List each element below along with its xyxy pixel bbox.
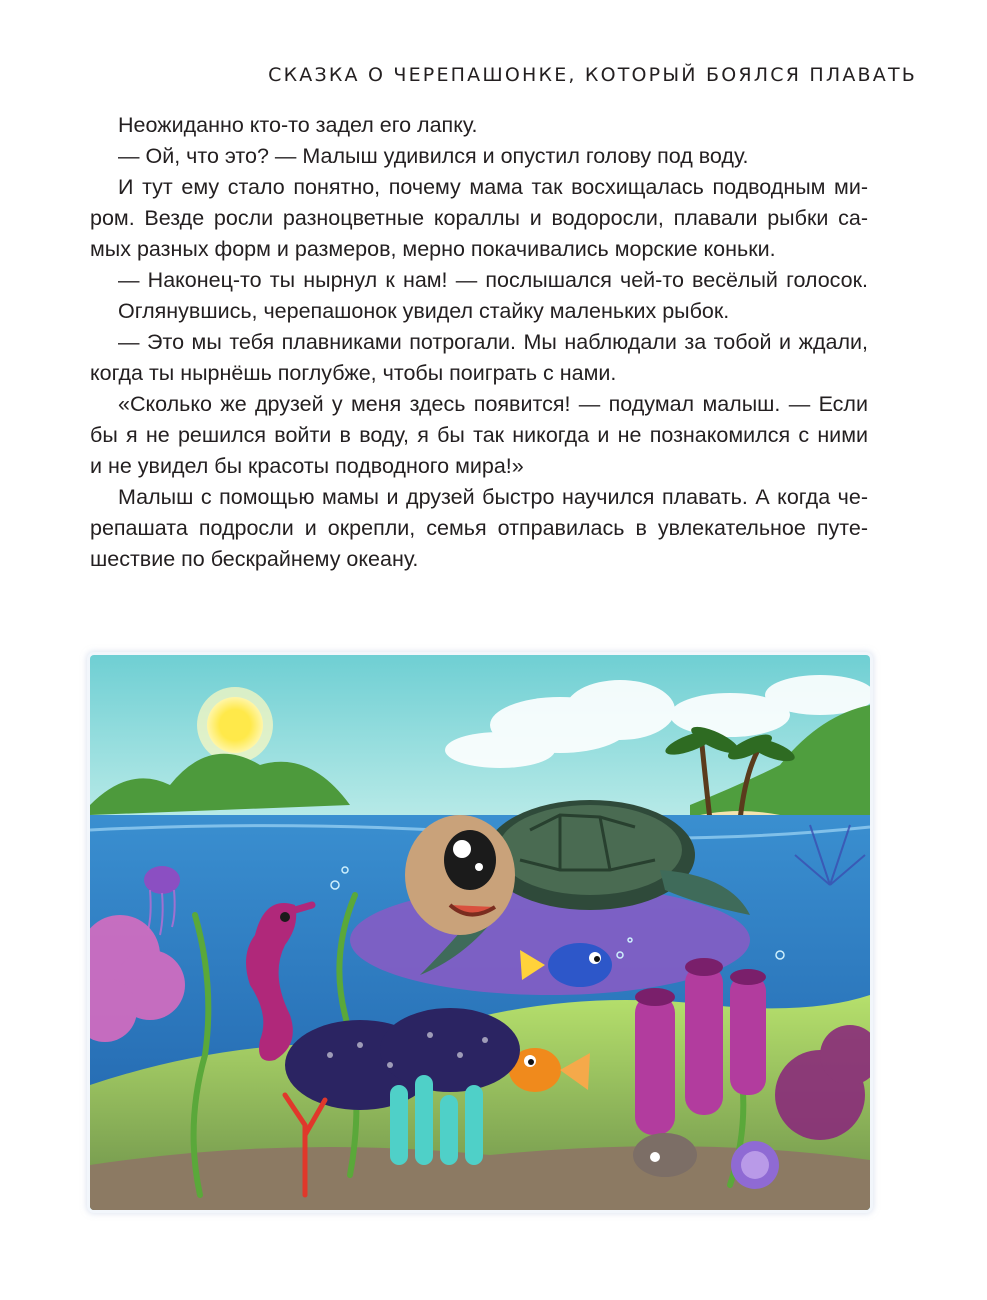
text-line: ром. Везде росли разноцветные кораллы и водоросли, плавали рыбки са- <box>90 206 868 230</box>
text-line: шествие по бескрайнему океану. <box>90 547 419 571</box>
text-line: репашата подросли и окрепли, семья отправилась в увлекательное путе- <box>90 516 868 540</box>
text-line: бы я не решился войти в воду, я бы так никогда и не познакомился с ними <box>90 423 868 447</box>
text-line: — Ой, что это? — Малыш удивился и опустил голову под воду. <box>118 144 749 168</box>
text-line: Неожиданно кто-то задел его лапку. <box>118 113 478 137</box>
running-head: СКАЗКА О ЧЕРЕПАШОНКЕ, КОТОРЫЙ БОЯЛСЯ ПЛАВАТЬ <box>268 64 917 86</box>
text-line: Оглянувшись, черепашонок увидел стайку маленьких рыбок. <box>118 299 730 323</box>
text-line: Малыш с помощью мамы и друзей быстро научился плавать. А когда че- <box>118 485 868 509</box>
text-line: «Сколько же друзей у меня здесь появится! — подумал малыш. — Если <box>118 392 868 416</box>
underwater-illustration <box>90 655 870 1210</box>
text-line: — Наконец-то ты нырнул к нам! — послышался чей-то весёлый голосок. <box>118 268 868 292</box>
sun <box>207 697 263 753</box>
text-line: мых разных форм и размеров, мерно покачивались морские коньки. <box>90 237 776 261</box>
text-line: И тут ему стало понятно, почему мама так восхищалась подводным ми- <box>118 175 868 199</box>
text-line: и не увидел бы красоты подводного мира!» <box>90 454 524 478</box>
illustration-art <box>90 655 870 1210</box>
text-line: — Это мы тебя плавниками потрогали. Мы наблюдали за тобой и ждали, <box>118 330 868 354</box>
text-line: когда ты нырнёшь поглубже, чтобы поиграть с нами. <box>90 361 617 385</box>
